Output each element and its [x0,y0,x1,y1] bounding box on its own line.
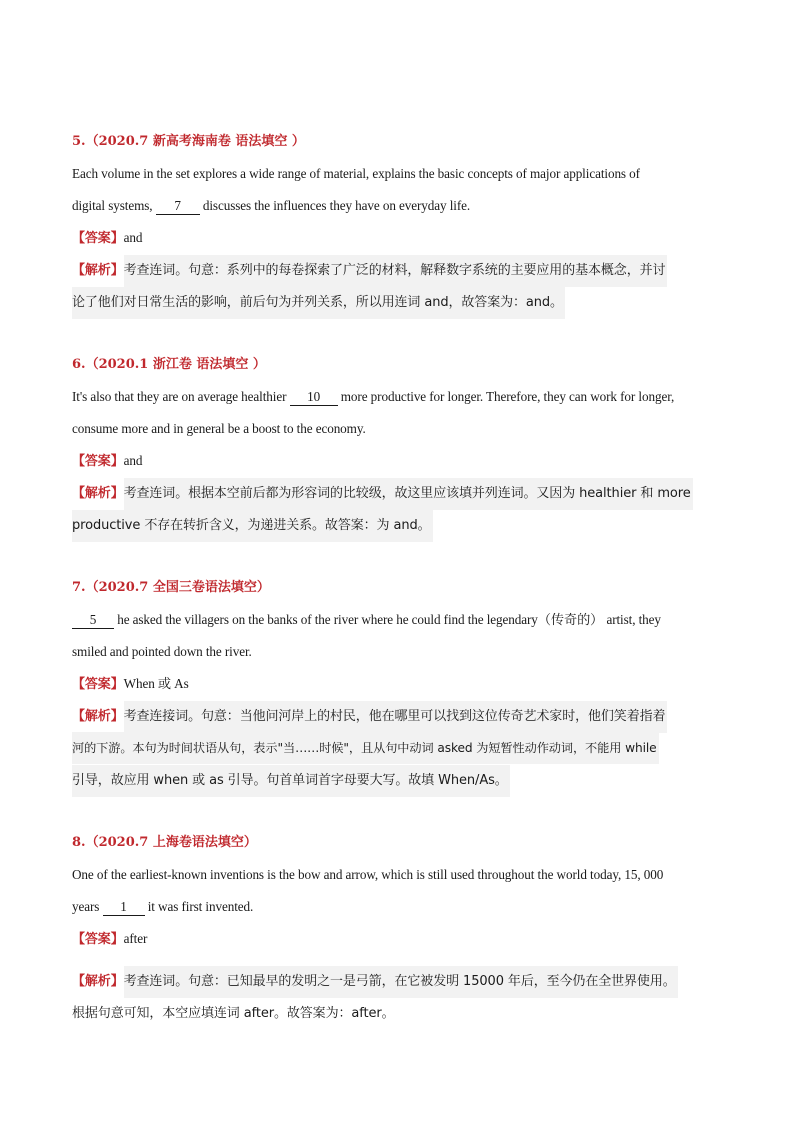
analysis-text: 考查连词。句意：系列中的每卷探索了广泛的材料，解释数字系统的主要应用的基本概念，并讨 [124,255,668,287]
question-title: 8.（2020.7 上海卷语法填空） [72,835,257,850]
question-title: 5.（2020.7 新高考海南卷 语法填空 ） [72,134,305,149]
analysis-label: 【解析】 [72,486,124,501]
analysis-label: 【解析】 [72,974,124,989]
question-text-line [72,636,732,668]
analysis-line [72,509,732,541]
question-text-line [72,413,732,445]
analysis-text: 河的下游。本句为时间状语从句，表示"当……时候"，且从句中动词 asked 为短暂性动作动词，不能用 while [72,732,659,764]
answer-line [72,445,732,477]
answer-value: When 或 As [123,676,189,691]
question-text-line [72,158,732,190]
answer-value: after [123,931,148,946]
answer-line [72,668,732,700]
answer-line [72,222,732,254]
answer-label: 【答案】 [72,677,124,692]
answer-value: and [123,230,143,245]
text-segment: smiled and pointed down the river. [72,644,252,659]
fill-blank: 7 [156,198,200,215]
analysis-text: productive 不存在转折含义，为递进关系。故答案：为 and。 [72,510,433,542]
text-segment: years [72,899,103,914]
text-segment: Each volume in the set explores a wide range of material, explains the basic concepts of major applications of [72,166,640,181]
analysis-text: 论了他们对日常生活的影响，前后句为并列关系，所以用连词 and，故答案为：and。 [72,287,565,319]
question-text-line [72,381,732,413]
analysis-line [72,764,732,796]
text-segment: It's also that they are on average healthier [72,389,290,404]
analysis-line [72,965,732,997]
analysis-text: 引导，故应用 when 或 as 引导。句首单词首字母要大写。故填 When/As。 [72,765,510,797]
question-6 [72,355,732,541]
analysis-line [72,700,732,732]
analysis-text: 考查连词。根据本空前后都为形容词的比较级，故这里应该填并列连词。又因为 healthier 和 more [124,478,693,510]
analysis-text: 考查连接词。句意：当他问河岸上的村民，他在哪里可以找到这位传奇艺术家时，他们笑着指着 [124,701,668,733]
answer-label: 【答案】 [72,932,124,947]
fill-blank: 5 [72,612,114,629]
analysis-text: 考查连词。句意：已知最早的发明之一是弓箭，在它被发明 15000 年后，至今仍在全世界使用。 [124,966,678,998]
fill-blank: 1 [103,899,145,916]
question-text-line [72,190,732,222]
analysis-line [72,254,732,286]
answer-value: and [123,453,143,468]
analysis-label: 【解析】 [72,263,124,278]
question-title: 6.（2020.1 浙江卷 语法填空 ） [72,357,266,372]
question-8 [72,833,732,1029]
question-text-line [72,891,732,923]
answer-line [72,923,732,955]
analysis-line [72,477,732,509]
fill-blank: 10 [290,389,338,406]
question-5 [72,132,732,318]
text-segment: One of the earliest-known inventions is the bow and arrow, which is still used throughout the world today, 15, 000 [72,867,664,882]
question-title: 7.（2020.7 全国三卷语法填空） [72,580,270,595]
question-text-line [72,604,732,636]
text-segment: it was first invented. [144,899,254,914]
answer-label: 【答案】 [72,454,124,469]
analysis-label: 【解析】 [72,709,124,724]
question-7 [72,578,732,796]
text-segment: consume more and in general be a boost to the economy. [72,421,366,436]
question-text-line [72,859,732,891]
analysis-text: 根据句意可知，本空应填连词 after。故答案为：after。 [72,1006,395,1021]
analysis-line [72,286,732,318]
analysis-line [72,732,732,764]
answer-label: 【答案】 [72,231,124,246]
analysis-line [72,997,732,1029]
text-segment: he asked the villagers on the banks of the river where he could find the legendary（传奇的） artist, they [114,612,661,627]
text-segment: digital systems, [72,198,156,213]
text-segment: discusses the influences they have on everyday life. [199,198,471,213]
text-segment: more productive for longer. Therefore, they can work for longer, [337,389,675,404]
